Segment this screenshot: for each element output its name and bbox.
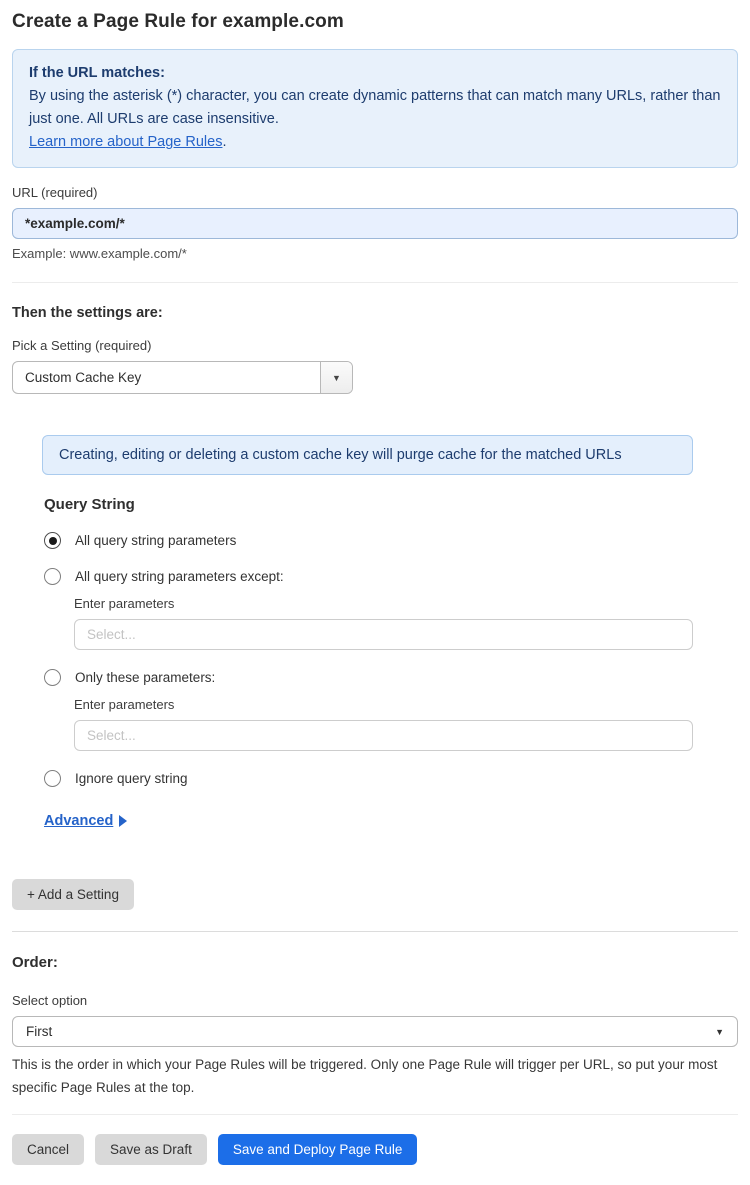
radio-option-ignore-query-string[interactable] xyxy=(44,770,738,787)
info-box-link-line xyxy=(29,131,721,154)
caret-right-icon xyxy=(119,815,127,827)
advanced-link[interactable] xyxy=(44,813,127,829)
order-select[interactable] xyxy=(12,1016,738,1047)
radio-button[interactable] xyxy=(44,669,61,686)
radio-label[interactable]: All query string parameters except: xyxy=(75,569,284,584)
order-select-label: Select option xyxy=(12,993,88,1008)
advanced-link-label: Advanced xyxy=(44,813,114,829)
divider xyxy=(12,931,738,932)
radio-option-all-params[interactable] xyxy=(44,532,738,549)
setting-select-arrow-button[interactable] xyxy=(320,362,352,393)
info-box-body: By using the asterisk (*) character, you can create dynamic patterns that can match many URLs, rather than just one. All URLs are case insensitive. xyxy=(29,88,721,127)
add-setting-button[interactable]: + Add a Setting xyxy=(12,879,134,910)
info-link-suffix: . xyxy=(222,134,227,150)
save-and-deploy-button[interactable]: Save and Deploy Page Rule xyxy=(218,1134,418,1165)
save-as-draft-button[interactable]: Save as Draft xyxy=(95,1134,207,1165)
divider xyxy=(12,282,738,283)
chevron-down-icon: ▼ xyxy=(332,372,341,383)
enter-parameters-label: Enter parameters xyxy=(74,697,175,712)
except-params-subfield xyxy=(74,596,693,650)
learn-more-link[interactable]: Learn more about Page Rules xyxy=(29,134,223,150)
order-helper-text: This is the order in which your Page Rules will be triggered. Only one Page Rule will trigger per URL, so put your most specific Page Rules at the top. xyxy=(12,1057,718,1095)
only-params-subfield xyxy=(74,697,693,751)
radio-option-only-these[interactable] xyxy=(44,669,738,686)
url-input[interactable] xyxy=(12,208,738,239)
radio-label[interactable]: Only these parameters: xyxy=(75,670,216,685)
cancel-button[interactable]: Cancel xyxy=(12,1134,84,1165)
enter-parameters-label: Enter parameters xyxy=(74,596,175,611)
only-parameters-input[interactable] xyxy=(74,720,693,751)
footer-actions xyxy=(12,1134,738,1165)
order-heading: Order: xyxy=(12,954,58,971)
pick-setting-label: Pick a Setting (required) xyxy=(12,338,152,353)
settings-heading: Then the settings are: xyxy=(12,305,163,321)
divider xyxy=(12,1114,738,1115)
radio-label[interactable]: All query string parameters xyxy=(75,533,237,548)
url-field-label: URL (required) xyxy=(12,185,98,200)
setting-select[interactable] xyxy=(12,361,353,394)
page-title: Create a Page Rule for example.com xyxy=(12,11,344,32)
radio-option-all-except[interactable] xyxy=(44,568,738,585)
setting-select-value: Custom Cache Key xyxy=(25,370,142,385)
radio-button[interactable] xyxy=(44,568,61,585)
query-string-heading: Query String xyxy=(44,496,135,513)
radio-button[interactable] xyxy=(44,532,61,549)
cache-key-notice: Creating, editing or deleting a custom cache key will purge cache for the matched URLs xyxy=(42,435,693,475)
chevron-down-icon: ▼ xyxy=(715,1026,724,1037)
except-parameters-input[interactable] xyxy=(74,619,693,650)
radio-label[interactable]: Ignore query string xyxy=(75,771,188,786)
radio-button[interactable] xyxy=(44,770,61,787)
url-match-info-box xyxy=(12,49,738,168)
order-select-value: First xyxy=(26,1024,53,1039)
info-box-heading: If the URL matches: xyxy=(29,65,165,81)
url-field-helper: Example: www.example.com/* xyxy=(12,246,187,261)
